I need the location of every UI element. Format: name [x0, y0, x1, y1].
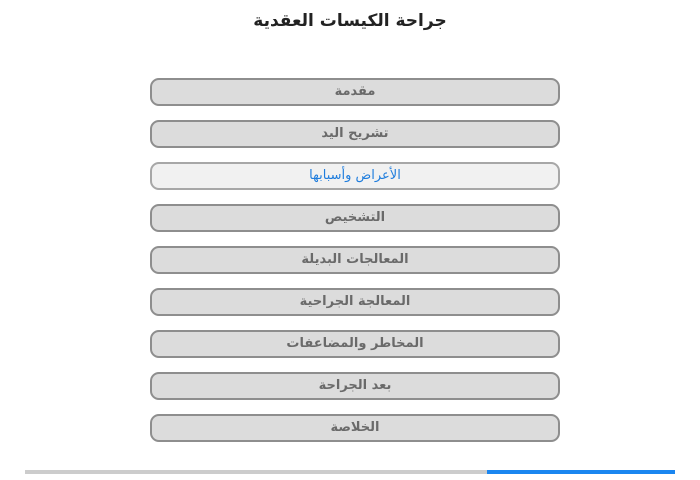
menu-item-surgical-treatment[interactable]: المعالجة الجراحية — [150, 288, 560, 316]
menu-item-after-surgery[interactable]: بعد الجراحة — [150, 372, 560, 400]
menu-item-risks-complications[interactable]: المخاطر والمضاعفات — [150, 330, 560, 358]
menu-item-symptoms-causes[interactable]: الأعراض وأسبابها — [150, 162, 560, 190]
page-title: جراحة الكيسات العقدية — [253, 11, 447, 31]
chapter-menu — [150, 78, 560, 456]
progress-bar — [25, 470, 675, 474]
menu-item-alternative-treatments[interactable]: المعالجات البديلة — [150, 246, 560, 274]
menu-item-summary[interactable]: الخلاصة — [150, 414, 560, 442]
progress-bar-fill — [487, 470, 676, 474]
menu-item-hand-anatomy[interactable]: تشريح اليد — [150, 120, 560, 148]
menu-item-diagnosis[interactable]: التشخيص — [150, 204, 560, 232]
menu-item-introduction[interactable]: مقدمة — [150, 78, 560, 106]
